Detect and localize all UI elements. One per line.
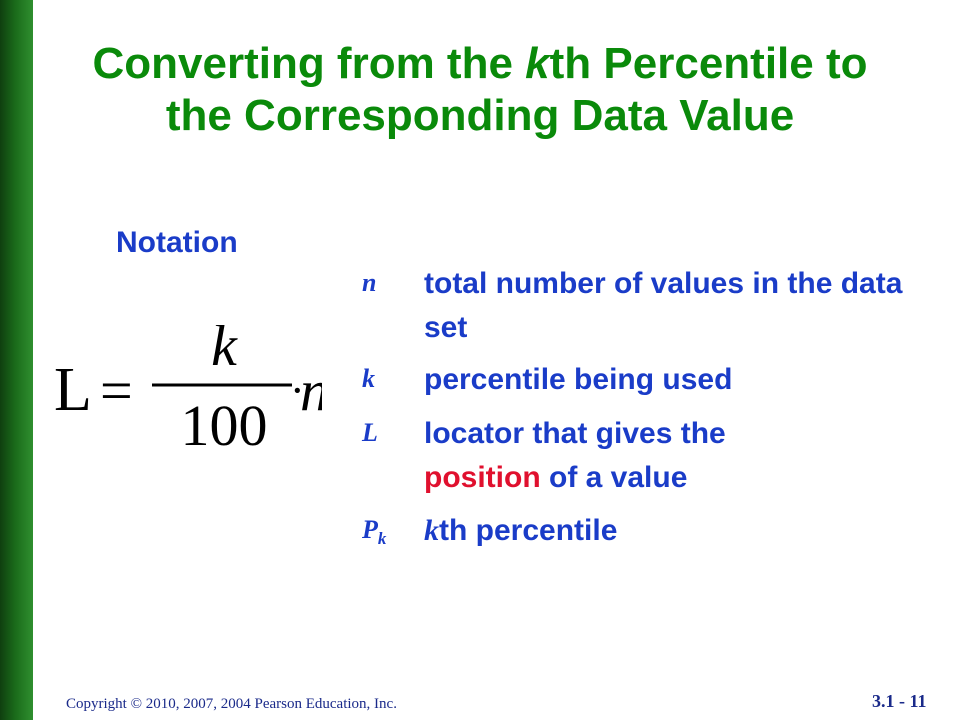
copyright-notice: Copyright © 2010, 2007, 2004 Pearson Education, Inc. xyxy=(66,696,397,712)
formula-equals: = xyxy=(100,358,133,423)
title-line-2: the Corresponding Data Value xyxy=(165,91,795,140)
definition-symbol: L xyxy=(362,418,378,447)
definition-symbol xyxy=(362,515,418,549)
definition-text xyxy=(424,509,944,553)
title-italic-k: k xyxy=(525,39,550,88)
definition-text xyxy=(424,412,944,500)
definition-symbol: k xyxy=(362,364,375,393)
highlight-word: position xyxy=(424,461,541,494)
slide-number: 3.1 - 11 xyxy=(872,691,927,711)
formula-graphic xyxy=(52,325,322,455)
symbol-base: P xyxy=(362,515,378,544)
sidebar-decoration xyxy=(0,0,33,720)
formula-numerator: k xyxy=(211,325,237,378)
title-text: th Percentile to xyxy=(549,39,868,88)
definition-text-part: of a value xyxy=(540,461,688,494)
slide-title xyxy=(40,38,920,142)
definition-text-part: th percentile xyxy=(439,514,618,547)
symbol-subscript: k xyxy=(377,529,387,548)
formula-dot: · xyxy=(290,366,305,415)
title-line-1 xyxy=(40,38,920,90)
definition-symbol: n xyxy=(362,268,377,297)
definition-text-italic: k xyxy=(424,514,439,547)
notation-label: Notation xyxy=(116,226,238,259)
definition-text: total number of values in the data set xyxy=(424,267,903,344)
locator-formula xyxy=(52,325,322,460)
definition-text: percentile being used xyxy=(424,363,733,396)
formula-denominator: 100 xyxy=(180,393,268,455)
title-text: Converting from the xyxy=(92,39,526,88)
formula-lhs: L xyxy=(54,356,92,424)
definition-text-part: locator that gives the xyxy=(424,417,726,450)
formula-var xyxy=(300,358,322,423)
